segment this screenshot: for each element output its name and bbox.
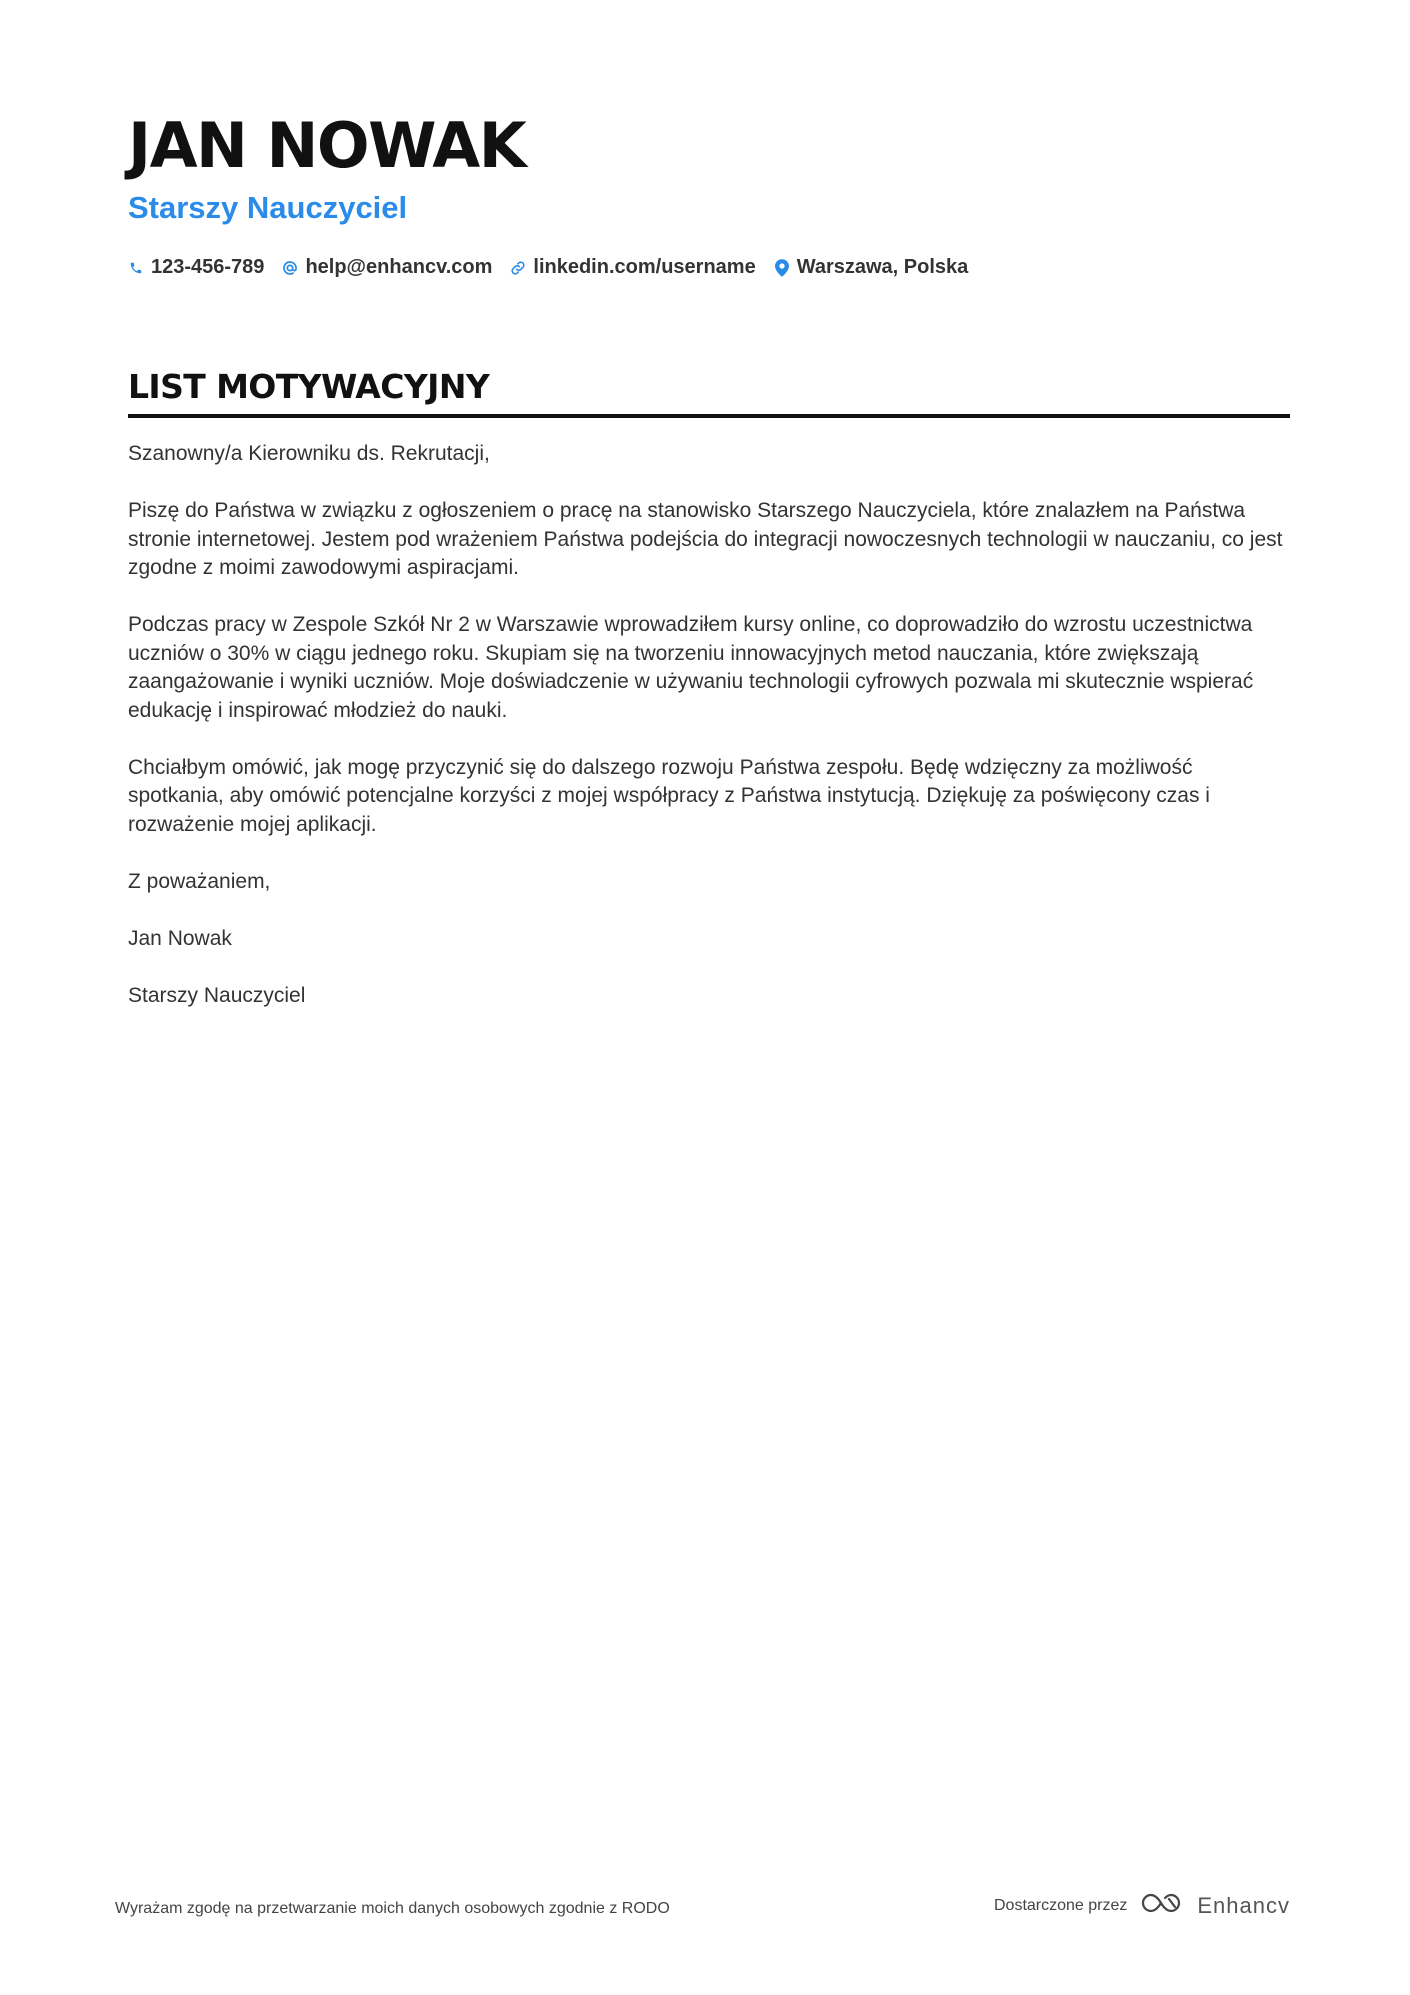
gdpr-consent: Wyrażam zgodę na przetwarzanie moich danych osobowych zgodnie z RODO — [115, 1900, 670, 1917]
signature-title: Starszy Nauczyciel — [128, 983, 306, 1007]
contact-phone[interactable] — [128, 256, 264, 279]
candidate-title: Starszy Nauczyciel — [128, 190, 408, 225]
candidate-name: JAN NOWAK — [128, 109, 526, 182]
signature-name: Jan Nowak — [128, 926, 232, 950]
link-icon — [510, 259, 526, 277]
cover-letter-section — [128, 366, 1290, 1039]
contact-email-text: help@enhancv.com — [305, 256, 493, 278]
contact-bar — [128, 256, 1288, 279]
letter-paragraph-2: Podczas pracy w Zespole Szkół Nr 2 w Warszawie wprowadziłem kursy online, co doprowadziło do wzrostu uczestnictwa uczniów o 30% w ciągu jednego roku. Skupiam się na tworzeniu innowacyjnych metod nauczania, które zwiększają zaangażowanie i wyniki uczniów. Moje doświadczenie w używaniu technologii cyfrowych pozwala mi skutecznie wspierać edukację i inspirować młodzież do nauki. — [128, 613, 1254, 722]
powered-by-label: Dostarczone przez — [993, 1896, 1128, 1914]
letter-paragraph-3: Chciałbym omówić, jak mogę przyczynić się do dalszego rozwoju Państwa zespołu. Będę wdzięczny za możliwość spotkania, aby omówić potencjalne korzyści z mojej współpracy z Państwa instytucją. Dziękuję za poświęcony czas i rozważenie mojej aplikacji. — [128, 755, 1210, 836]
location-pin-icon — [774, 259, 790, 277]
brand-name: Enhancv — [1197, 1892, 1290, 1918]
contact-location-text: Warszawa, Polska — [796, 256, 969, 278]
section-divider — [128, 414, 1290, 418]
powered-by[interactable] — [994, 1890, 1290, 1921]
letter-paragraph-1: Piszę do Państwa w związku z ogłoszeniem o pracę na stanowisko Starszego Nauczyciela, które znalazłem na Państwa stronie internetowej. Jestem pod wrażeniem Państwa podejścia do integracji nowoczesnych technologii w nauczaniu, co jest zgodne z moimi zawodowymi aspiracjami. — [128, 499, 1283, 579]
contact-linkedin-text: linkedin.com/username — [533, 256, 756, 278]
letter-closing: Z poważaniem, — [128, 869, 271, 893]
contact-linkedin[interactable] — [510, 256, 755, 279]
contact-email[interactable] — [282, 256, 492, 279]
phone-icon — [128, 259, 144, 277]
contact-location — [774, 256, 969, 279]
section-title: LIST MOTYWACYJNY — [128, 367, 490, 406]
letter-body — [128, 440, 1290, 1010]
header — [128, 108, 1288, 279]
contact-phone-text: 123-456-789 — [151, 256, 265, 278]
letter-greeting: Szanowny/a Kierowniku ds. Rekrutacji, — [128, 442, 490, 465]
enhancv-logo-icon — [1139, 1890, 1185, 1921]
footer — [115, 1890, 1290, 1930]
at-icon — [282, 259, 298, 277]
